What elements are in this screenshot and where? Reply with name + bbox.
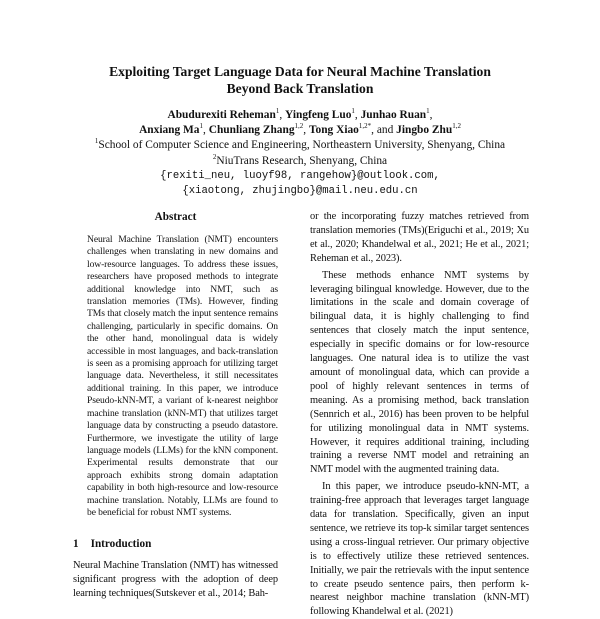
author-sup: 1,2 <box>452 122 461 131</box>
affiliation-2 <box>30 154 570 169</box>
author-name: Anxiang Ma <box>139 124 200 137</box>
title-line-2: Beyond Back Translation <box>226 80 374 96</box>
right-column <box>310 210 529 619</box>
body-paragraph-1: or the incorporating fuzzy matches retrieved from translation memories (TMs)(Eriguchi et al., 2019; Xu et al., 2020; Khandelwal et al., 2021; He et al., 2021; Reheman et al., 2023). <box>310 211 529 264</box>
abstract-body: Neural Machine Translation (NMT) encounters challenges when translating in new domains and low-resource languages. To address these issues, researchers have proposed methods to integrate additional knowledge into NMT, such as translation memories (TMs). However, finding TMs that closely match the input sentence remains challenging, particularly in specific domains. On the other hand, monolingual data is widely accessible in most languages, and back-translation is seen as a promising approach for utilizing target language data. Nevertheless, it still necessitates additional training. In this paper, we introduce Pseudo-kNN-MT, a variant of k-nearest neighbor machine translation (kNN-MT) that utilizes target language data by constructing a pseudo datastore. Furthermore, we investigate the utility of large language models (LLMs) for the kNN component. Experimental results demonstrate that our approach exhibits strong domain adaptation capability in both high-resource and low-resource machine translation. Notably, LLMs are found to be beneficial for robust NMT systems. <box>87 234 278 518</box>
author-separator: , <box>303 124 309 137</box>
affiliation-sup: 1 <box>94 137 99 146</box>
affiliation-1 <box>30 138 570 153</box>
author-separator: , <box>354 109 361 121</box>
author-sup: 1,2* <box>358 122 372 131</box>
title-line-1: Exploiting Target Language Data for Neural Machine Translation <box>109 64 491 79</box>
author-name: Chunliang Zhang <box>208 124 295 137</box>
section-heading-introduction <box>73 537 278 551</box>
left-column <box>73 210 278 601</box>
section-title: Introduction <box>90 538 152 551</box>
author-sup: 1 <box>199 122 204 131</box>
author-separator: , <box>371 124 377 137</box>
section-number: 1 <box>73 538 79 551</box>
affiliation-text: NiuTrans Research, Shenyang, China <box>216 154 388 167</box>
author-and: and <box>376 124 394 137</box>
email-line-2[interactable]: {xiaotong, zhujingbo}@mail.neu.edu.cn <box>182 185 418 198</box>
affiliation-sup: 2 <box>212 152 217 161</box>
introduction-paragraph: Neural Machine Translation (NMT) has witnessed significant progress with the adoption of deep learning techniques(Sutskever et al., 2014; Bah- <box>73 560 278 600</box>
author-name: Abudurexiti Reheman <box>167 109 276 121</box>
author-separator: , <box>429 109 433 121</box>
author-line-2 <box>30 123 570 138</box>
author-name: Jingbo Zhu <box>396 124 453 137</box>
author-sup: 1 <box>426 107 430 116</box>
author-name: Tong Xiao <box>308 124 359 137</box>
affiliation-text: School of Computer Science and Engineering, Northeastern University, Shenyang, China <box>98 139 506 152</box>
abstract-heading: Abstract <box>154 211 197 223</box>
author-line-1 <box>30 108 570 123</box>
email-line-1[interactable]: {rexiti_neu, luoyf98, rangehow}@outlook.com, <box>160 169 440 182</box>
author-name: Yingfeng Luo <box>285 109 352 121</box>
author-sup: 1 <box>351 107 355 116</box>
body-paragraph-2: These methods enhance NMT systems by leveraging bilingual knowledge. However, due to the limitations in the scale and domain coverage of bilingual data, it is highly challenging to find sentences that closely match the input sentence, especially in specific domains or for low-resource languages. One natural idea is to utilize the vast amount of monolingual data, which can provide a pool of highly relevant sentences in terms of meaning. As a promising method, back translation (Sennrich et al., 2016) has been proven to be helpful for utilizing monolingual data in NMT systems. However, it requires additional training, including training a reverse NMT model and retraining an NMT model with the augmented training data. <box>310 269 529 476</box>
author-name: Junhao Ruan <box>360 109 427 121</box>
body-paragraph-3: In this paper, we introduce pseudo-kNN-MT, a training-free approach that leverages target language data for translation. Specifically, given an input sentence, we retrieve its top-k similar target sentences using a cross-lingual retriever. Our primary objective is to effectively utilize these retrieved sentences. Initially, we pair the retrievals with the input sentence to create pseudo sentence pairs, then perform k-nearest neighbor machine translation (kNN-MT) following Khandelwal et al. (2021) <box>310 481 529 618</box>
author-separator: , <box>279 109 286 121</box>
author-sup: 1 <box>275 107 280 116</box>
author-separator: , <box>203 124 209 137</box>
author-block <box>30 108 570 199</box>
paper-title <box>40 64 560 97</box>
author-sup: 1,2 <box>294 122 304 131</box>
